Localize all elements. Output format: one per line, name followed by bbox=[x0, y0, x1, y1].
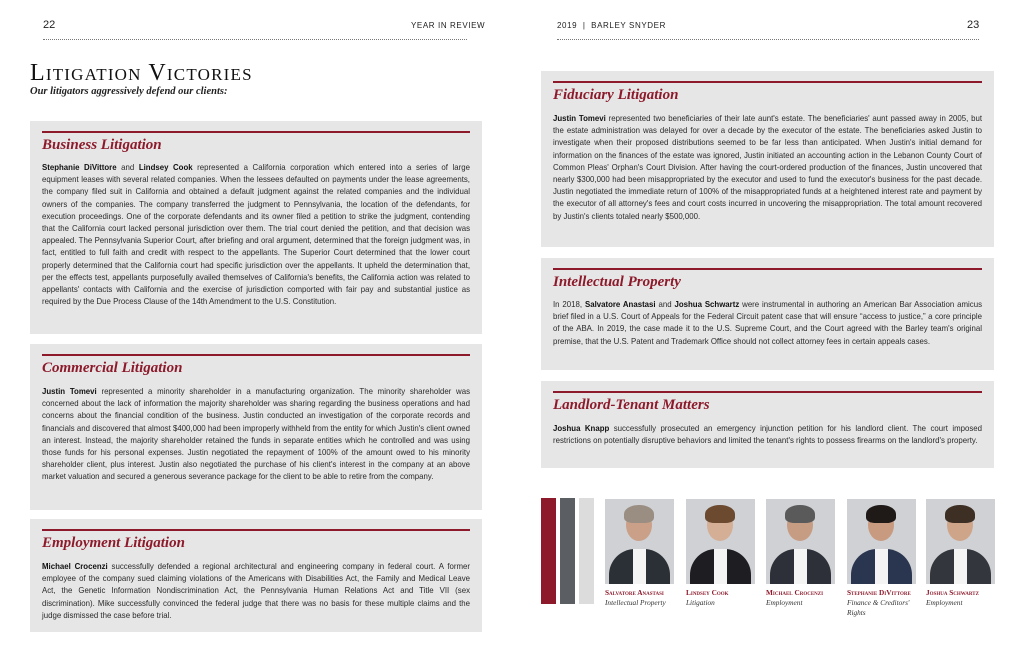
business-litigation-section bbox=[30, 121, 482, 334]
left-running-head: YEAR IN REVIEW bbox=[411, 21, 486, 30]
section-text: In 2018, bbox=[553, 300, 585, 309]
text-join: and bbox=[655, 300, 675, 309]
page-subtitle: Our litigators aggressively defend our clients: bbox=[30, 86, 228, 97]
section-heading: Employment Litigation bbox=[42, 535, 185, 551]
employment-litigation-section bbox=[30, 519, 482, 632]
right-page-number: 23 bbox=[967, 19, 980, 31]
attorney-name: Justin Tomevi bbox=[42, 387, 97, 396]
section-heading: Intellectual Property bbox=[553, 274, 681, 290]
photo-shirt bbox=[954, 549, 967, 584]
section-body bbox=[553, 113, 982, 223]
section-heading: Landlord-Tenant Matters bbox=[553, 397, 710, 413]
section-text: represented two beneficiaries of their late aunt's estate. The beneficiaries' aunt passed away in 2005, but the estate administration was delayed for over a decade by the executor of the estate. The beneficiaries asked Justin to investigate when their proposed distributions seemed to be far less than anticipated. When Justin's initial demand for information on the finances of the estate was ignored, Justin initiated an accounting action in the Lebanon County Court of Common Pleas' Orphan's Court Division. After having the court-ordered production of the finances, Justin uncovered that nearly $300,000 had been misappropriated by the executor and used to fund the executor's business for the past decade. Justin negotiated the immediate return of 100% of the misappropriated funds at a heightened interest rate and payment by the executor of all attorney's fees and court costs incurred in uncovering the misappropriation. The total amount recovered by Justin's clients totaled nearly $500,000. bbox=[553, 114, 982, 221]
section-text: successfully prosecuted an emergency injunction petition for his landlord client. The court imposed restrictions on potentially disruptive behaviors and limited the tenant's rights to possess firearms on the landlord's property. bbox=[553, 424, 982, 446]
attorney-name-caption: Lindsey Cook bbox=[686, 588, 729, 597]
attorney-practice-caption: Intellectual Property bbox=[605, 598, 666, 607]
photo-hair bbox=[866, 505, 896, 523]
attorney-name-caption: Salvatore Anastasi bbox=[605, 588, 664, 597]
section-rule bbox=[42, 131, 470, 133]
photo-hair bbox=[785, 505, 815, 523]
attorney-practice-caption: Finance & Creditors' Rights bbox=[847, 598, 910, 617]
section-rule bbox=[42, 529, 470, 531]
photo-hair bbox=[705, 505, 735, 523]
section-rule bbox=[553, 268, 982, 270]
attorney-name: Justin Tomevi bbox=[553, 114, 606, 123]
section-text: were instrumental in authoring an American Bar Association amicus brief filed in a U.S. Court of Appeals for the Federal Circuit patent case that will ensure “access to justice,” a core principle of the ABA. In 2019, the case made it to the U.S. Supreme Court, and the Court agreed with the Barley team's original premise, that the U.S. Patent and Trademark Office should not collect attorney fees in certain appeals cases. bbox=[553, 300, 982, 346]
right-running-head: 2019 | BARLEY SNYDER bbox=[557, 21, 666, 30]
section-heading: Business Litigation bbox=[42, 137, 162, 153]
attorney-name: Joshua Knapp bbox=[553, 424, 610, 433]
section-text: successfully defended a regional architectural and engineering company in federal court. A former employee of the company sued claiming violations of the Americans with Disabilities Act, the Family and Medical Leave Act, the Genetic Information Nondiscrimination Act, the Pennsylvania Human Relations Act and Title VII (sex discrimination). Mike successfully convinced the federal judge that there was no basis for these multiple claims and the judge dismissed the case before trial. bbox=[42, 562, 470, 620]
section-heading: Fiduciary Litigation bbox=[553, 87, 679, 103]
photo-hair bbox=[624, 505, 654, 523]
left-page-number: 22 bbox=[43, 19, 56, 31]
right-header-divider bbox=[557, 39, 979, 40]
attorney-name: Michael Crocenzi bbox=[42, 562, 108, 571]
attorney-photo bbox=[847, 499, 916, 584]
photo-shirt bbox=[794, 549, 807, 584]
fiduciary-litigation-section bbox=[541, 71, 994, 247]
attorney-practice-caption: Employment bbox=[766, 598, 803, 607]
landlord-tenant-section bbox=[541, 381, 994, 468]
section-text: represented a California corporation which entered into a series of large equipment leases with several related companies. When the lessees defaulted on payments under the lease agreements, the company filed suit in California and obtained a default judgment against the related companies and the individual owners of the companies. The company transferred the judgment to Pennsylvania, the location of the defendants, for execution proceedings. One of the corporate defendants and its owner filed a petition to strike the judgment, contending that the California court lacked personal jurisdiction over them. The trial court denied the petition, and that decision was appealed. The Pennsylvania Superior Court, after briefing and oral argument, determined that the foreign judgment was, in fact, entitled to full faith and credit with respect to the appellants. The Superior Court determined that the lower court properly determined that the California court had specific jurisdiction over the appellants. It upheld the determination that, per the effects test, appellants purposefully availed themselves of California's benefits, the California action was related to appellants' contacts with California and the exercise of jurisdiction comported with fair pay and substantial justice as required by the Due Process Clause of the 14th Amendment to the U.S. Constitution. bbox=[42, 163, 470, 307]
attorney-practice-caption: Litigation bbox=[686, 598, 715, 607]
section-body bbox=[553, 299, 982, 348]
attorney-name: Salvatore Anastasi bbox=[584, 300, 656, 309]
section-text: represented a minority shareholder in a manufacturing organization. The minority shareholder was concerned about the lack of information the majority shareholder was sharing regarding the business operations and had concerns about the financial condition of the business. Justin conducted an investigation of the corporate records and financials and discovered that almost $400,000 had been improperly withheld from the entity for which Justin's client owned an interest. Instead, the majority shareholder retained the funds in separate entities which he controlled and was using those funds for his personal expenses. Justin negotiated the repayment of 100% of the amount owed to his minority shareholder client, plus interest. Justin also negotiated the purchase of his client's interest in the company at an above market valuation and secured a generous severance package for the client to be able to retire from the company. bbox=[42, 387, 470, 482]
decorative-red-bar bbox=[541, 498, 556, 604]
section-body bbox=[553, 423, 982, 447]
left-header-divider bbox=[43, 39, 467, 40]
section-body bbox=[42, 561, 470, 622]
attorney-name: Lindsey Cook bbox=[138, 163, 193, 172]
photo-shirt bbox=[714, 549, 727, 584]
text-join: and bbox=[116, 163, 139, 172]
attorney-photo bbox=[605, 499, 674, 584]
photo-shirt bbox=[633, 549, 646, 584]
attorney-photo bbox=[926, 499, 995, 584]
section-body bbox=[42, 162, 470, 308]
attorney-photo bbox=[686, 499, 755, 584]
commercial-litigation-section bbox=[30, 344, 482, 510]
section-rule bbox=[553, 391, 982, 393]
section-rule bbox=[553, 81, 982, 83]
photo-shirt bbox=[875, 549, 888, 584]
section-rule bbox=[42, 354, 470, 356]
attorney-name-caption: Michael Crocenzi bbox=[766, 588, 824, 597]
decorative-light-bar bbox=[579, 498, 594, 604]
attorney-photo bbox=[766, 499, 835, 584]
photo-hair bbox=[945, 505, 975, 523]
attorney-name-caption: Stephanie DiVittore bbox=[847, 588, 911, 597]
decorative-gray-bar bbox=[560, 498, 575, 604]
page-title: Litigation Victories bbox=[30, 60, 253, 86]
attorney-name: Joshua Schwartz bbox=[674, 300, 740, 309]
section-heading: Commercial Litigation bbox=[42, 360, 183, 376]
intellectual-property-section bbox=[541, 258, 994, 370]
attorney-name-caption: Joshua Schwartz bbox=[926, 588, 979, 597]
attorney-practice-caption: Employment bbox=[926, 598, 963, 607]
attorney-name: Stephanie DiVittore bbox=[42, 163, 117, 172]
section-body bbox=[42, 386, 470, 484]
